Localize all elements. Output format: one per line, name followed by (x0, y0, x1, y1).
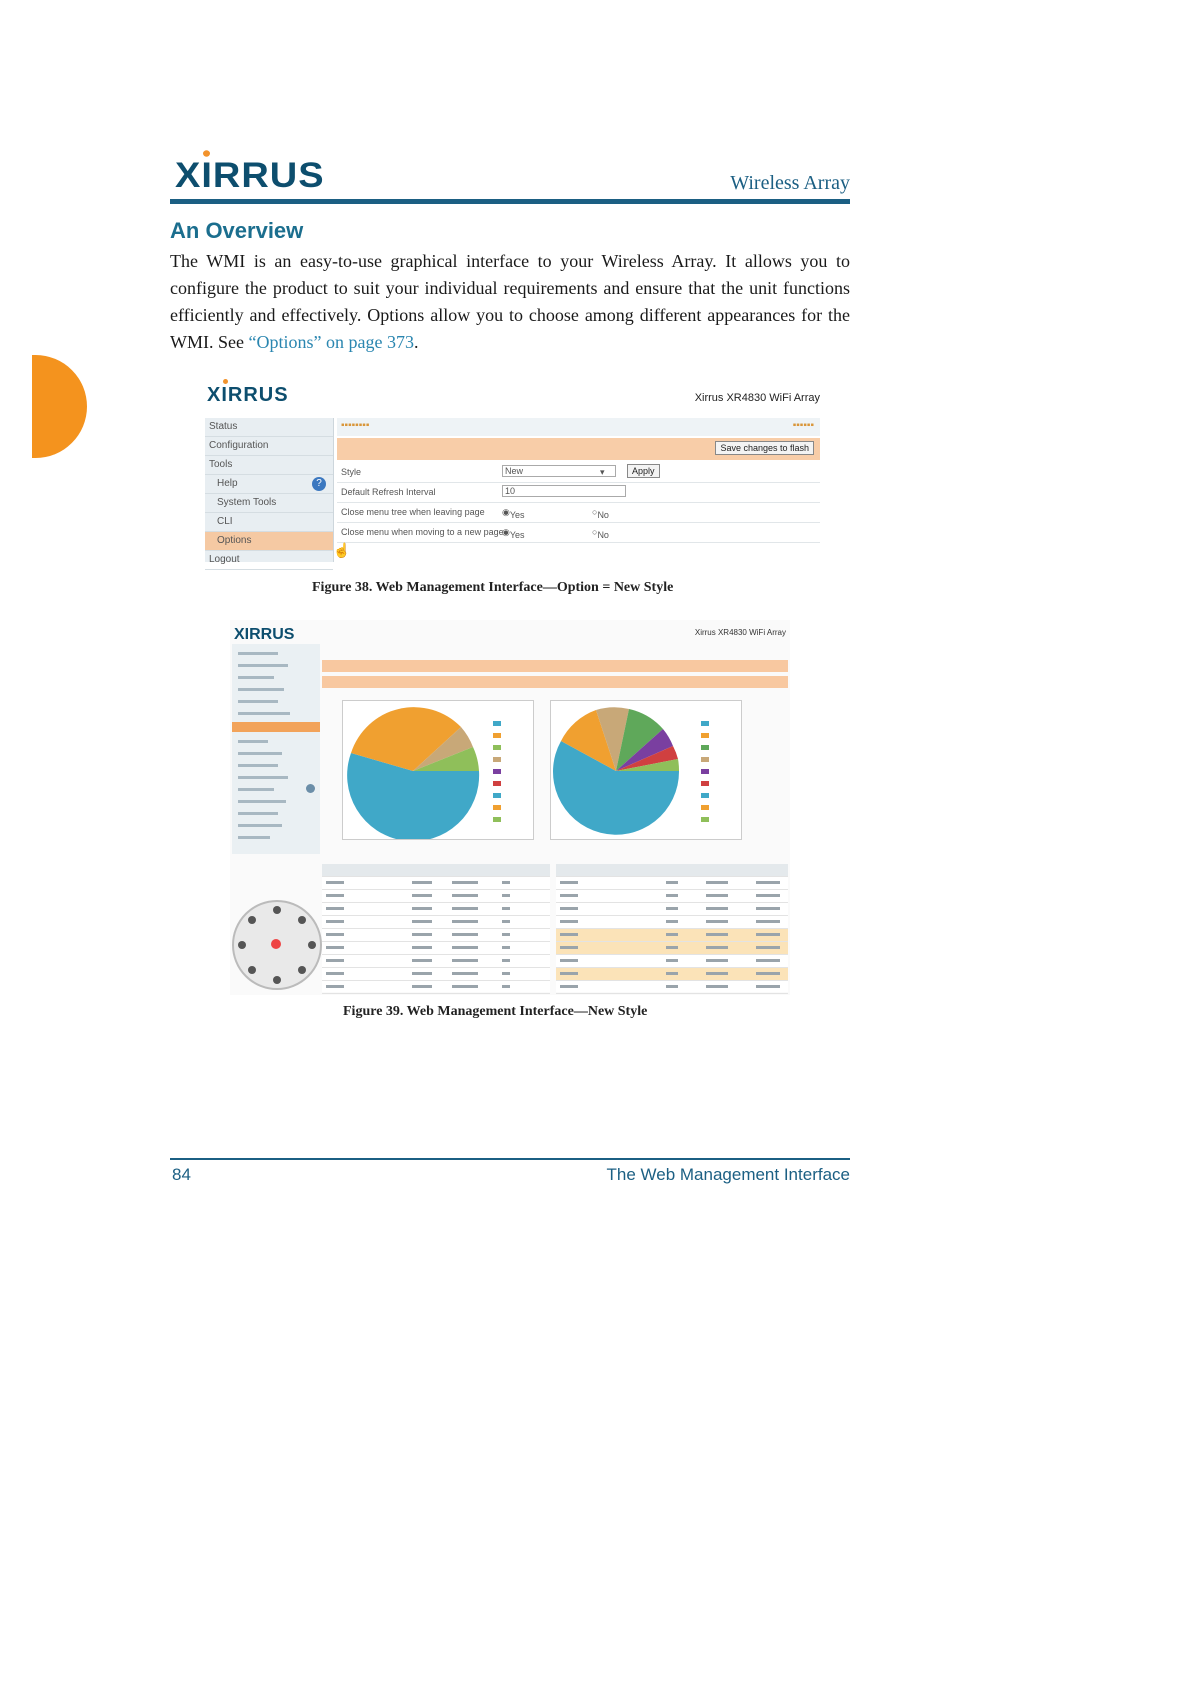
table-header (322, 864, 550, 877)
table-row (556, 916, 788, 929)
table-row (322, 942, 550, 955)
chart-panel-right (550, 700, 742, 840)
radio-no[interactable]: ○ No (592, 507, 609, 520)
array-name: Xirrus XR4830 WiFi Array (694, 392, 820, 404)
help-icon[interactable] (306, 784, 315, 793)
chevron-down-icon: ▾ (600, 467, 605, 477)
sidebar-item-status[interactable]: Status (205, 418, 333, 437)
table-left (322, 864, 550, 992)
footer-rule (170, 1158, 850, 1160)
table-row (556, 929, 788, 942)
section-title: An Overview (170, 218, 304, 243)
table-row (322, 903, 550, 916)
sidebar-item-cli[interactable]: CLI (205, 513, 333, 532)
pie-chart-left (343, 701, 533, 839)
para-text: The WMI is an easy-to-use graphical interface to your Wireless Array. It allows you to configure the product to suit your individual requirements and ensure that the unit functions efficiently and effectively. Options allow you to choose among different appearances for the WMI. See (170, 251, 850, 352)
legend (701, 721, 709, 829)
option-row-refresh: Default Refresh Interval 10 (337, 484, 820, 503)
action-bar (337, 438, 820, 460)
option-row-close-menu: Close menu when moving to a new page ◉ Yes ○ No (337, 524, 820, 543)
table-row (322, 955, 550, 968)
figure-38-caption: Figure 38. Web Management Interface—Option = New Style (312, 580, 674, 595)
page-number: 84 (172, 1165, 191, 1184)
sidebar-item-tools[interactable]: Tools (205, 456, 333, 475)
logo-dot (203, 150, 210, 156)
action-bar (322, 676, 788, 688)
table-row (556, 955, 788, 968)
options-link[interactable]: “Options” on page 373 (248, 332, 414, 352)
sidebar-item-system-tools[interactable]: System Tools (205, 494, 333, 513)
sidebar-item-help[interactable]: Help (205, 475, 333, 494)
array-name: Xirrus XR4830 WiFi Array (694, 628, 786, 637)
radio-yes[interactable]: ◉ Yes (502, 507, 525, 520)
pie-chart-right (551, 701, 741, 839)
table-row (556, 942, 788, 955)
table-row (556, 890, 788, 903)
save-to-flash-button[interactable]: Save changes to flash (715, 441, 814, 455)
chapter-tab (32, 355, 87, 458)
figure-39-screenshot (230, 620, 790, 995)
help-icon[interactable]: ? (312, 477, 326, 491)
sidebar-item-logout[interactable]: Logout (205, 551, 333, 570)
style-select[interactable]: New (502, 465, 616, 477)
sidebar-item-configuration[interactable]: Configuration (205, 437, 333, 456)
body-paragraph (170, 248, 850, 356)
cursor-icon: ☝ (333, 542, 351, 558)
radio-yes[interactable]: ◉ Yes (502, 527, 525, 540)
table-row (556, 903, 788, 916)
option-row-style: Style New ▾ Apply (337, 464, 820, 483)
product-name: Wireless Array (730, 172, 850, 194)
table-row (322, 916, 550, 929)
table-row (322, 890, 550, 903)
table-row (322, 968, 550, 981)
table-header (556, 864, 788, 877)
xirrus-logo (175, 157, 325, 197)
logo-text: XIRRUS (175, 156, 325, 196)
legend (493, 721, 501, 829)
figure-39-caption: Figure 39. Web Management Interface—New Style (343, 1004, 648, 1019)
figure-38-screenshot (205, 382, 820, 565)
table-row (322, 929, 550, 942)
chart-panel-left (342, 700, 534, 840)
table-row (322, 981, 550, 994)
table-row (556, 877, 788, 890)
wmi-sidebar (232, 644, 320, 854)
apply-button[interactable]: Apply (627, 464, 660, 478)
option-row-close-tree: Close menu tree when leaving page ◉ Yes ○ No (337, 504, 820, 523)
status-bar (322, 660, 788, 672)
sidebar-item-options[interactable]: Options (205, 532, 333, 551)
wmi-logo: XIRRUS (207, 384, 289, 407)
chapter-title: The Web Management Interface (606, 1165, 850, 1184)
table-right (556, 864, 788, 992)
para-end: . (413, 332, 419, 352)
status-bar: ▪▪▪▪▪▪▪▪ ▪▪▪▪▪▪ (337, 418, 820, 436)
table-row (556, 968, 788, 981)
table-row (322, 877, 550, 890)
radio-no[interactable]: ○ No (592, 527, 609, 540)
table-row (556, 981, 788, 994)
array-radio-dial-icon (232, 900, 322, 990)
header-rule (170, 199, 850, 204)
wmi-logo: XIRRUS (234, 626, 295, 643)
refresh-input[interactable]: 10 (502, 485, 626, 497)
